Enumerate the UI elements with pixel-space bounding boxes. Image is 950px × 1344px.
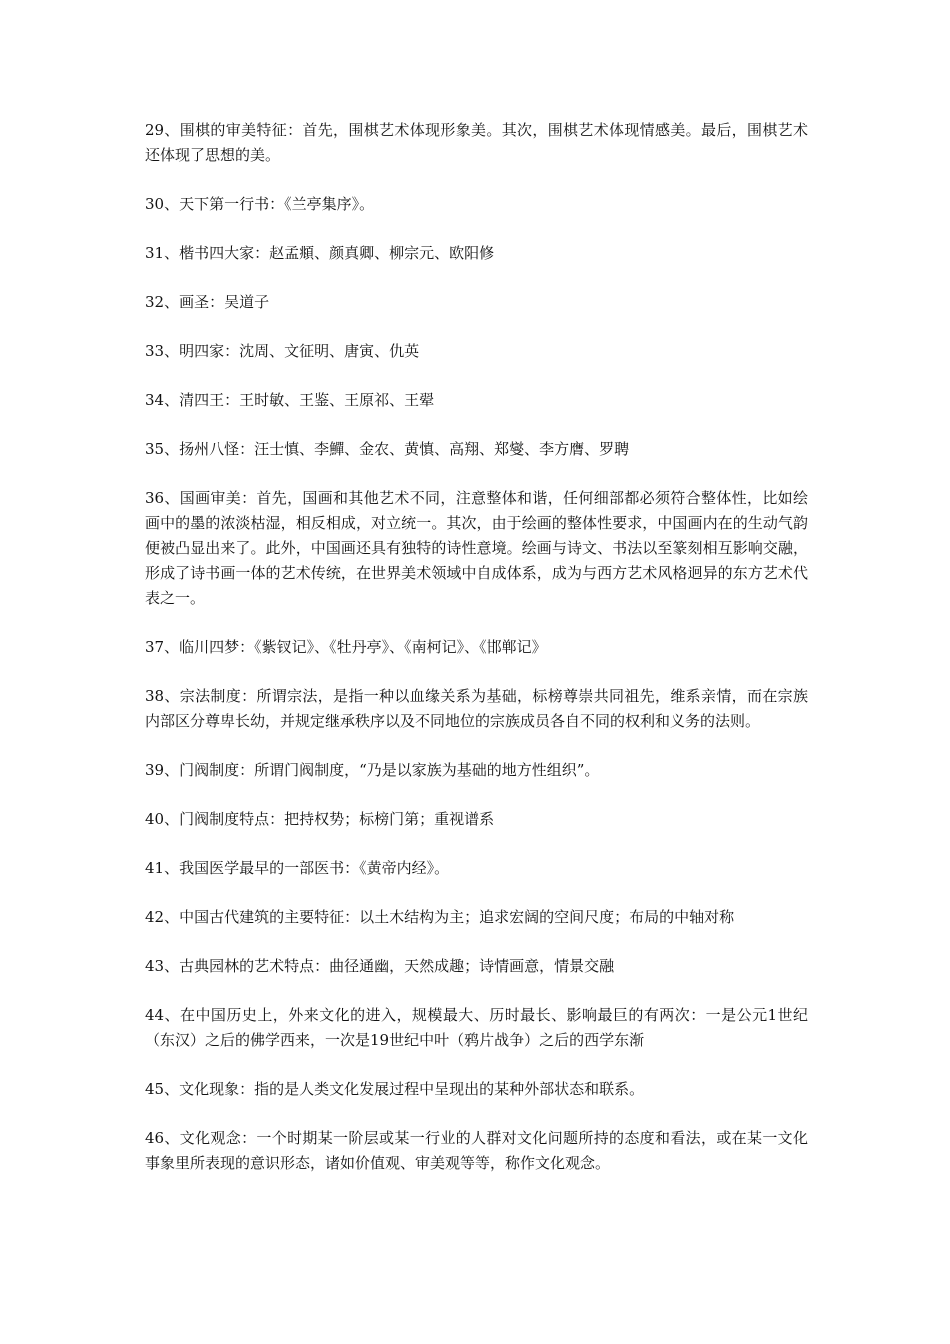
entry-40: 40、门阀制度特点：把持权势；标榜门第；重视谱系 — [145, 810, 495, 828]
entry-31: 31、楷书四大家：赵孟頫、颜真卿、柳宗元、欧阳修 — [145, 244, 495, 262]
entry-36: 36、国画审美：首先，国画和其他艺术不同，注意整体和谐，任何细部都必须符合整体性，比如绘画中的墨的浓淡枯湿，相反相成，对立统一。其次，由于绘画的整体性要求，中国画内在的生动气韵便被凸显出来了。此外，中国画还具有独特的诗性意境。绘画与诗文、书法以至篆刻相互影响交融，形成了诗书画一体的艺术传统，在世界美术领域中自成体系，成为与西方艺术风格迥异的东方艺术代表之一。 — [145, 489, 808, 607]
entry-39: 39、门阀制度：所谓门阀制度，“乃是以家族为基础的地方性组织”。 — [145, 761, 600, 779]
entry-35: 35、扬州八怪：汪士慎、李鱓、金农、黄慎、高翔、郑燮、李方膺、罗聘 — [145, 440, 630, 458]
entry-44: 44、在中国历史上，外来文化的进入，规模最大、历时最长、影响最巨的有两次：一是公元1世纪（东汉）之后的佛学西来，一次是19世纪中叶（鸦片战争）之后的西学东渐 — [145, 1006, 808, 1049]
document-page — [145, 118, 808, 1200]
entry-33: 33、明四家：沈周、文征明、唐寅、仇英 — [145, 342, 420, 360]
entry-34: 34、清四王：王时敏、王鉴、王原祁、王翚 — [145, 391, 435, 409]
entry-37: 37、临川四梦：《紫钗记》、《牡丹亭》、《南柯记》、《邯郸记》 — [145, 638, 547, 656]
entry-29: 29、围棋的审美特征：首先，围棋艺术体现形象美。其次，围棋艺术体现情感美。最后，围棋艺术还体现了思想的美。 — [145, 121, 808, 164]
entry-41: 41、我国医学最早的一部医书：《黄帝内经》。 — [145, 859, 450, 877]
entry-38: 38、宗法制度：所谓宗法，是指一种以血缘关系为基础，标榜尊崇共同祖先，维系亲情，而在宗族内部区分尊卑长幼，并规定继承秩序以及不同地位的宗族成员各自不同的权利和义务的法则。 — [145, 687, 808, 730]
entry-43: 43、古典园林的艺术特点：曲径通幽，天然成趣；诗情画意，情景交融 — [145, 957, 615, 975]
entry-30: 30、天下第一行书：《兰亭集序》。 — [145, 195, 375, 213]
entry-45: 45、文化现象：指的是人类文化发展过程中呈现出的某种外部状态和联系。 — [145, 1080, 645, 1098]
entry-32: 32、画圣：吴道子 — [145, 293, 270, 311]
entry-42: 42、中国古代建筑的主要特征：以土木结构为主；追求宏阔的空间尺度；布局的中轴对称 — [145, 908, 735, 926]
entry-46: 46、文化观念：一个时期某一阶层或某一行业的人群对文化问题所持的态度和看法，或在某一文化事象里所表现的意识形态，诸如价值观、审美观等等，称作文化观念。 — [145, 1129, 808, 1172]
